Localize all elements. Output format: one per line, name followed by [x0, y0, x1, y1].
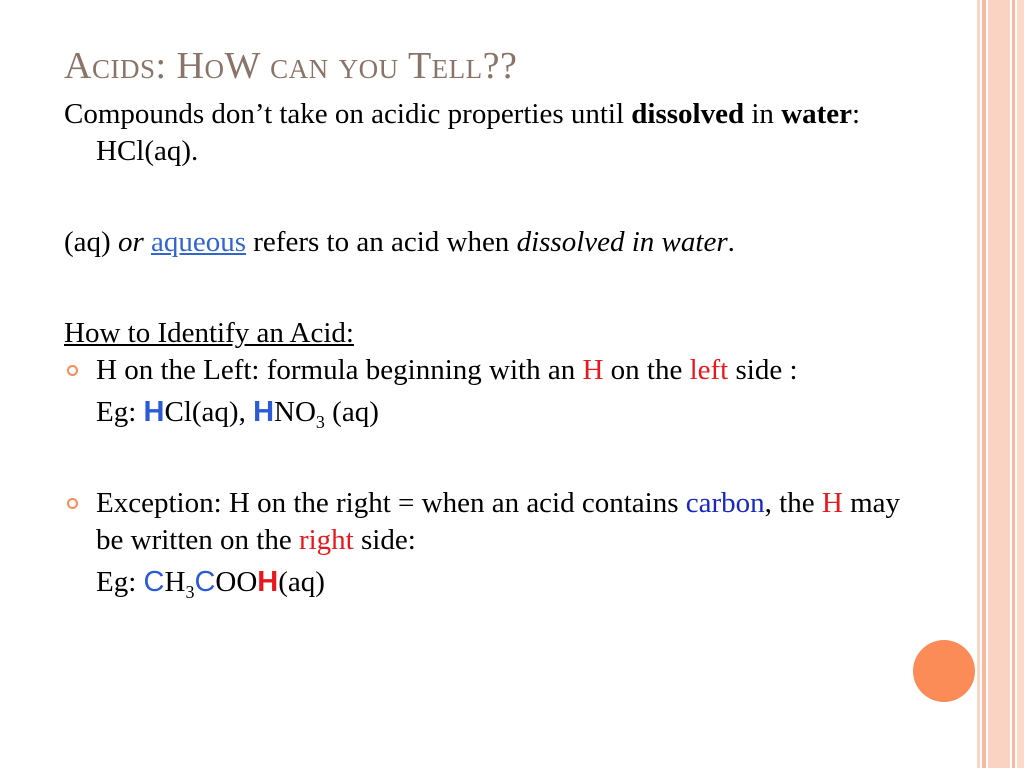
formula-text: OO: [215, 566, 258, 598]
text: H on the Left: formula beginning with an: [96, 354, 583, 386]
slide-body: [64, 96, 904, 601]
highlight-right: right: [298, 524, 354, 556]
text: on the: [603, 354, 690, 386]
decor-stripe: [1017, 0, 1024, 768]
formula-c: C: [194, 566, 216, 598]
subscript: 3: [185, 581, 195, 602]
decor-stripe: [977, 0, 980, 768]
highlight-h: H: [821, 487, 843, 519]
text: .: [727, 226, 735, 258]
paragraph-dissolved: [64, 96, 904, 170]
bullet-h-left: [64, 352, 904, 389]
highlight-h: H: [582, 354, 604, 386]
slide-title: Acids: HoW can you Tell??: [64, 45, 518, 87]
paragraph-aqueous: [64, 224, 904, 261]
highlight-left: left: [689, 354, 729, 386]
text: Compounds don’t take on acidic properties until: [64, 98, 632, 130]
bullet-icon: [67, 365, 78, 376]
example-2: [64, 564, 904, 601]
text: : HCl(aq).: [96, 98, 861, 167]
text: in: [744, 98, 782, 130]
decor-circle: [913, 640, 975, 702]
text: refers to an acid when: [246, 226, 517, 258]
formula-c: C: [143, 566, 165, 598]
decor-stripe: [988, 0, 1010, 768]
example-1: [64, 394, 904, 431]
aqueous-link[interactable]: aqueous: [150, 226, 247, 258]
eg-label: Eg:: [96, 396, 144, 428]
bold-text: dissolved: [631, 98, 745, 130]
formula-text: H: [164, 566, 186, 598]
italic-text: or: [117, 226, 144, 258]
formula-text: NO: [274, 396, 316, 428]
text: side :: [728, 354, 798, 386]
text: Exception: H on the right = when an acid contains: [96, 487, 686, 519]
decor-stripe: [982, 0, 986, 768]
italic-text: dissolved in water: [516, 226, 728, 258]
text: side:: [353, 524, 416, 556]
formula-text: (aq): [324, 396, 379, 428]
section-heading: How to Identify an Acid:: [64, 317, 354, 349]
text: (aq): [64, 226, 118, 258]
bullet-icon: [67, 498, 78, 509]
bold-text: water: [781, 98, 853, 130]
subscript: 3: [315, 411, 325, 432]
bullet-exception: [64, 485, 904, 559]
text: , the: [764, 487, 822, 519]
formula-h: H: [257, 566, 279, 598]
formula-h: H: [143, 396, 165, 428]
highlight-carbon: carbon: [685, 487, 765, 519]
formula-text: (aq): [278, 566, 325, 598]
eg-label: Eg:: [96, 566, 144, 598]
formula-text: Cl(aq),: [164, 396, 254, 428]
decor-stripe: [1012, 0, 1015, 768]
text: may be written on the: [96, 487, 900, 556]
formula-h: H: [253, 396, 275, 428]
